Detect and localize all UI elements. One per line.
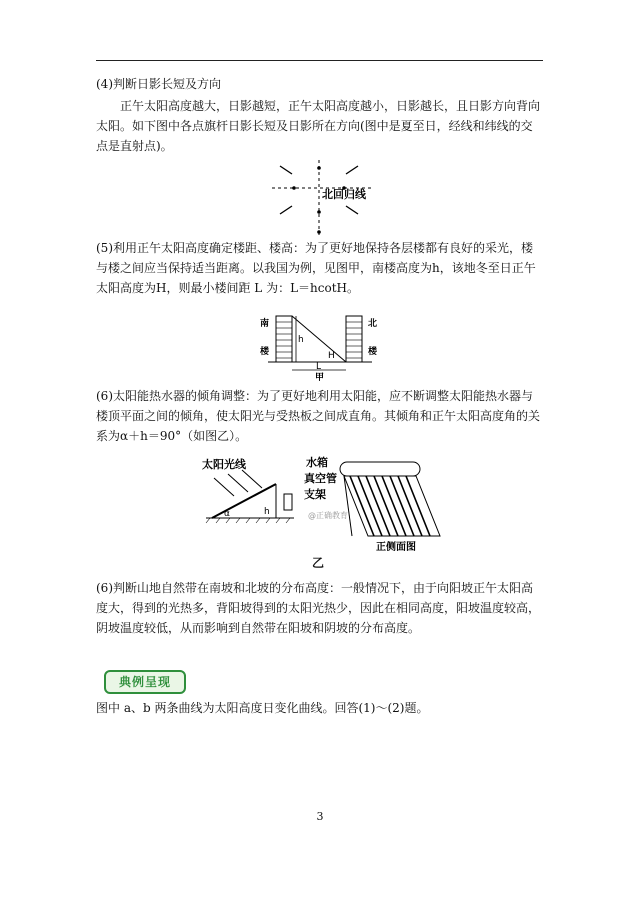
angle-H-label: H <box>328 351 335 361</box>
figure-jia-caption: 甲 <box>315 373 325 382</box>
south-label-bottom: 楼 <box>260 347 270 357</box>
north-label-bottom: 楼 <box>368 347 378 357</box>
height-h-label: h <box>298 335 304 345</box>
shadow-direction-figure <box>272 160 372 236</box>
section6b-body: (6)判断山地自然带在南坡和北坡的分布高度：一般情况下，由于向阳坡正午太阳高度大，得到的光热多，背阳坡得到的太阳光热少，因此在相同高度，阳坡温度较高，阴坡温度较低，从而影响到自然带在阳坡和阴坡的分布高度。 <box>96 581 541 635</box>
front-view-label: 正侧面图 <box>376 542 416 552</box>
stand-label: 支架 <box>304 488 326 501</box>
watermark-text: @正确教育 <box>308 511 348 520</box>
building-spacing-figure <box>258 312 388 382</box>
tube-label: 真空管 <box>304 472 337 485</box>
tropic-label: 北回归线 <box>322 188 366 201</box>
section6a-body: (6)太阳能热水器的倾角调整：为了更好地利用太阳能，应不断调整太阳能热水器与楼顶平面之间的倾角，使太阳光与受热板之间成直角。其倾角和正午太阳高度角的关系为α＋h＝90°（如图乙）。 <box>96 389 541 443</box>
sunlight-label: 太阳光线 <box>202 458 246 471</box>
heater-front-figure <box>304 452 444 552</box>
distance-L-label: L <box>316 362 322 372</box>
section5-body: (5)利用正午太阳高度确定楼距、楼高：为了更好地保持各层楼都有良好的采光，楼与楼之间应当保持适当距离。以我国为例，见图甲，南楼高度为h，该地冬至日正午太阳高度为H，则最小楼间距 L 为：L＝hcotH。 <box>96 241 536 295</box>
heater-h-label: h <box>264 507 270 517</box>
section4-heading: (4)判断日影长短及方向 <box>96 77 221 91</box>
tank-label: 水箱 <box>306 456 328 469</box>
figure-yi-caption: 乙 <box>312 556 325 570</box>
example-badge: 典例呈现 <box>104 670 186 694</box>
heater-tilt-figure <box>200 456 300 526</box>
page-number: 3 <box>316 810 324 823</box>
example-body: 图中 a、b 两条曲线为太阳高度日变化曲线。回答(1)～(2)题。 <box>96 701 429 715</box>
section4-body: 正午太阳高度越大，日影越短，正午太阳高度越小，日影越长，且日影方向背向太阳。如下图中各点旗杆日影长短及日影所在方向(图中是夏至日，经线和纬线的交点是直射点)。 <box>96 99 541 153</box>
header-rule <box>96 60 543 61</box>
south-label-top: 南 <box>260 319 270 329</box>
alpha-label: α <box>224 509 230 519</box>
north-label-top: 北 <box>368 319 378 329</box>
